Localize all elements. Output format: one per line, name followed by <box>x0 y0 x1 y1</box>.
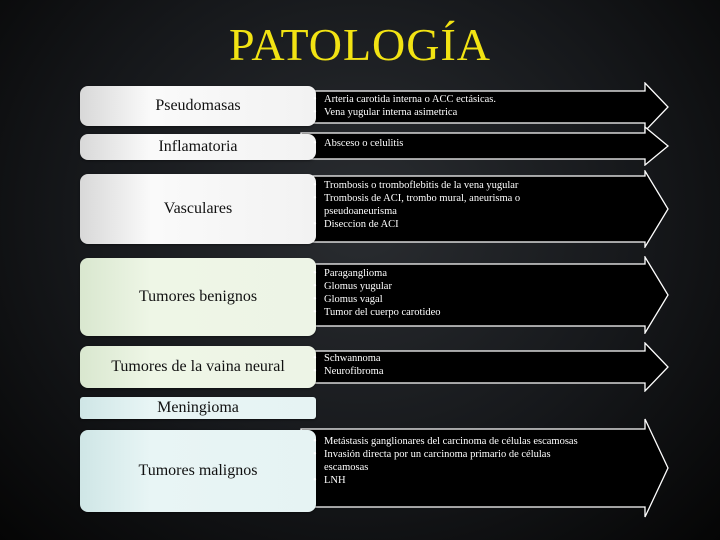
bullet-item: • LNH <box>313 474 588 487</box>
category-tumores-vaina-neural: Tumores de la vaina neural <box>80 346 316 388</box>
bullet-item: • Schwannoma <box>313 352 553 365</box>
slide-title: PATOLOGÍA <box>228 19 492 70</box>
bullet-item: • Metástasis ganglionares del carcinoma de células escamosas <box>313 435 588 448</box>
bullet-item: • Paraganglioma <box>313 267 553 280</box>
bullet-item: • Invasión directa por un carcinoma primario de células escamosas <box>313 448 588 474</box>
bullets-tumores-malignos <box>313 435 588 487</box>
bullet-item: • Neurofibroma <box>313 365 553 378</box>
category-inflamatoria: Inflamatoria <box>80 134 316 160</box>
bullets-vaina-neural <box>313 352 553 378</box>
bullet-item: • Trombosis o tromboflebitis de la vena yugular <box>313 179 581 192</box>
category-meningioma: Meningioma <box>80 397 316 419</box>
bullet-item: • Trombosis de ACI, trombo mural, aneurisma o pseudoaneurisma <box>313 192 581 218</box>
category-tumores-benignos: Tumores benignos <box>80 258 316 336</box>
bullets-vasculares <box>313 179 581 231</box>
bullet-item: • Glomus yugular <box>313 280 553 293</box>
bullet-item: • Tumor del cuerpo carotideo <box>313 306 553 319</box>
category-vasculares: Vasculares <box>80 174 316 244</box>
bullet-item: • Glomus vagal <box>313 293 553 306</box>
bullet-item: • Vena yugular interna asimetrica <box>313 106 553 119</box>
bullet-item: • Diseccion de ACI <box>313 218 581 231</box>
bullets-tumores-benignos <box>313 267 553 319</box>
bullet-item: • Arteria carotida interna o ACC ectásicas. <box>313 93 553 106</box>
bullet-item: • Absceso o celulitis <box>313 137 553 150</box>
bullets-pseudomasas <box>313 93 553 119</box>
category-pseudomasas: Pseudomasas <box>80 86 316 126</box>
bullets-inflamatoria <box>313 137 553 150</box>
category-tumores-malignos: Tumores malignos <box>80 430 316 512</box>
